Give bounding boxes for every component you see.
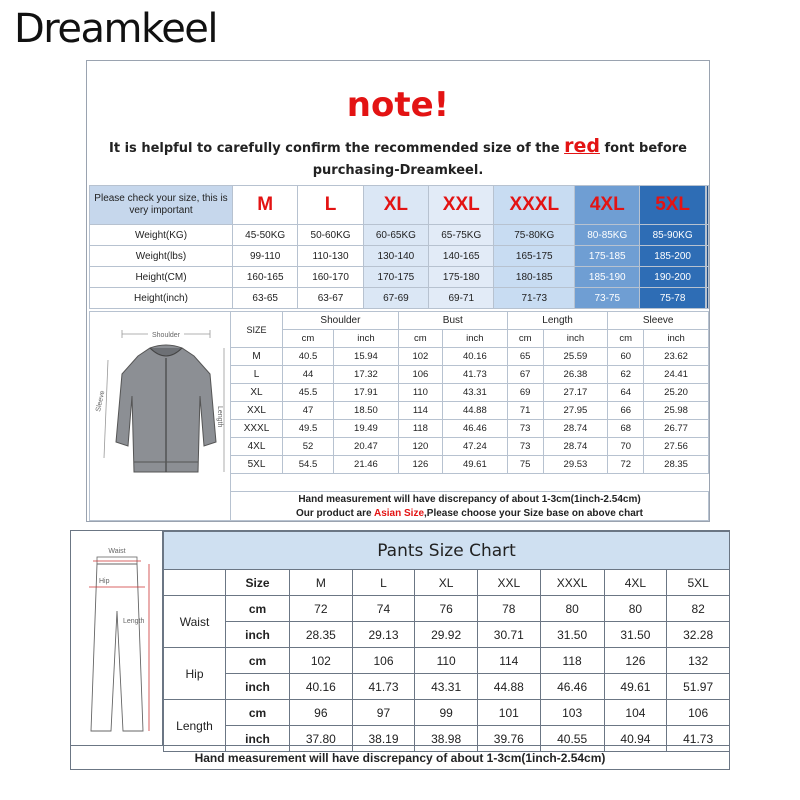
pants-group-label: Waist — [164, 596, 226, 648]
jacket-row — [231, 456, 709, 474]
pants-value-cell: 40.16 — [290, 674, 353, 700]
jacket-size-cell: 4XL — [231, 438, 283, 456]
jacket-size-header: SIZE — [231, 312, 283, 348]
jacket-value-cell: 25.98 — [644, 402, 709, 420]
jacket-size-cell: XL — [231, 384, 283, 402]
size-value-cell: 175-180 — [429, 267, 494, 288]
jacket-value-cell: 114 — [398, 402, 442, 420]
pants-measurement-table — [163, 531, 730, 752]
jacket-unit-header: inch — [644, 330, 709, 348]
note-advice — [107, 135, 689, 182]
pants-value-cell: 97 — [352, 700, 415, 726]
jacket-value-cell: 21.46 — [334, 456, 399, 474]
jacket-group-header: Shoulder — [283, 312, 399, 330]
pants-size-row — [164, 570, 730, 596]
jacket-value-cell: 73 — [507, 420, 543, 438]
pants-value-cell: 96 — [290, 700, 353, 726]
pants-value-cell: 38.98 — [415, 726, 478, 752]
size-value-cell: 190-200 — [640, 267, 705, 288]
pants-unit-cell: inch — [226, 726, 290, 752]
size-value-cell: 73-75 — [575, 288, 640, 309]
jacket-value-cell: 71 — [507, 402, 543, 420]
jacket-row — [231, 384, 709, 402]
jacket-value-cell: 47 — [283, 402, 334, 420]
jacket-value-cell: 18.50 — [334, 402, 399, 420]
jacket-diagram — [89, 311, 231, 521]
jacket-value-cell: 27.95 — [543, 402, 608, 420]
size-header-cell: XXXL — [494, 186, 575, 225]
advice-line2: purchasing-Dreamkeel. — [312, 163, 484, 178]
pants-value-cell: 80 — [540, 596, 604, 622]
jacket-value-cell: 52 — [283, 438, 334, 456]
jacket-value-cell: 28.74 — [543, 420, 608, 438]
size-value-cell: 71-73 — [494, 288, 575, 309]
size-header-row — [90, 186, 709, 225]
jacket-value-cell: 28.74 — [543, 438, 608, 456]
size-header-cell: 4XL — [575, 186, 640, 225]
jacket-group-header: Bust — [398, 312, 507, 330]
jacket-value-cell: 62 — [608, 366, 644, 384]
jacket-value-cell: 25.59 — [543, 348, 608, 366]
jacket-value-cell: 19.49 — [334, 420, 399, 438]
brand-logo: Dreamkeel — [14, 6, 218, 52]
jacket-footnote — [230, 491, 709, 521]
pants-size-header: L — [352, 570, 415, 596]
pants-value-cell: 49.61 — [604, 674, 667, 700]
jacket-value-cell: 66 — [608, 402, 644, 420]
size-value-cell: 75-78 — [640, 288, 705, 309]
size-value-cell: 110-130 — [298, 246, 363, 267]
pants-value-cell: 41.73 — [667, 726, 730, 752]
jacket-value-cell: 49.5 — [283, 420, 334, 438]
jacket-size-cell: M — [231, 348, 283, 366]
pants-blank-cell — [164, 570, 226, 596]
jacket-footnote-line2: Our product are Asian Size,Please choose your Size base on above chart — [296, 508, 643, 519]
pants-group-label: Length — [164, 700, 226, 752]
size-value-cell: 160-165 — [233, 267, 298, 288]
size-value-cell: 60-65KG — [363, 225, 428, 246]
jacket-value-cell: 64 — [608, 384, 644, 402]
jacket-unit-row — [231, 330, 709, 348]
jacket-size-cell: L — [231, 366, 283, 384]
pants-value-cell: 106 — [352, 648, 415, 674]
size-value-cell: 63-67 — [298, 288, 363, 309]
pants-value-cell: 104 — [604, 700, 667, 726]
pants-value-cell: 82 — [667, 596, 730, 622]
size-value-cell — [707, 288, 709, 309]
size-header-cell: XXL — [429, 186, 494, 225]
jacket-value-cell: 73 — [507, 438, 543, 456]
jacket-value-cell: 17.91 — [334, 384, 399, 402]
size-header-cell: M — [233, 186, 298, 225]
diagram-pants-length-label: Length — [123, 618, 145, 625]
size-header-cell: 5XL — [640, 186, 705, 225]
size-value-cell: 160-170 — [298, 267, 363, 288]
jacket-unit-header: inch — [442, 330, 507, 348]
pants-row — [164, 596, 730, 622]
size-value-cell: 170-175 — [363, 267, 428, 288]
size-value-cell: 65-75KG — [429, 225, 494, 246]
diagram-sleeve-label: Sleeve — [95, 390, 107, 413]
jacket-value-cell: 70 — [608, 438, 644, 456]
jacket-value-cell: 54.5 — [283, 456, 334, 474]
jacket-value-cell: 29.53 — [543, 456, 608, 474]
size-header-cell: XL — [363, 186, 428, 225]
jacket-unit-header: inch — [334, 330, 399, 348]
advice-red-word: red — [564, 135, 600, 157]
pants-size-label: Size — [226, 570, 290, 596]
pants-title-row — [164, 532, 730, 570]
pants-unit-cell: cm — [226, 648, 290, 674]
pants-row — [164, 674, 730, 700]
size-header-cell: L — [298, 186, 363, 225]
pants-value-cell: 30.71 — [477, 622, 540, 648]
size-row-label: Height(CM) — [90, 267, 233, 288]
pants-size-header: XXL — [477, 570, 540, 596]
size-value-cell — [707, 246, 709, 267]
jacket-measurement-table — [230, 311, 709, 474]
pants-unit-cell: cm — [226, 700, 290, 726]
jacket-group-row — [231, 312, 709, 330]
jacket-value-cell: 15.94 — [334, 348, 399, 366]
pants-value-cell: 126 — [604, 648, 667, 674]
size-value-cell: 85-90KG — [640, 225, 705, 246]
pants-value-cell: 51.97 — [667, 674, 730, 700]
jacket-value-cell: 27.17 — [543, 384, 608, 402]
jacket-value-cell: 17.32 — [334, 366, 399, 384]
pants-value-cell: 31.50 — [540, 622, 604, 648]
jacket-size-cell: XXXL — [231, 420, 283, 438]
pants-value-cell: 44.88 — [477, 674, 540, 700]
pants-value-cell: 31.50 — [604, 622, 667, 648]
diagram-hip-label: Hip — [99, 578, 110, 585]
pants-value-cell: 118 — [540, 648, 604, 674]
pants-value-cell: 106 — [667, 700, 730, 726]
pants-size-header: 5XL — [667, 570, 730, 596]
size-row — [90, 288, 709, 309]
recommended-size-table — [89, 185, 709, 309]
jacket-group-header: Length — [507, 312, 608, 330]
jacket-value-cell: 24.41 — [644, 366, 709, 384]
jacket-value-cell: 25.20 — [644, 384, 709, 402]
diagram-waist-label: Waist — [108, 548, 126, 555]
jacket-value-cell: 102 — [398, 348, 442, 366]
jacket-value-cell: 43.31 — [442, 384, 507, 402]
jacket-size-cell: 5XL — [231, 456, 283, 474]
size-row-label: Weight(lbs) — [90, 246, 233, 267]
jacket-value-cell: 75 — [507, 456, 543, 474]
pants-value-cell: 29.92 — [415, 622, 478, 648]
jacket-size-cell: XXL — [231, 402, 283, 420]
size-row — [90, 267, 709, 288]
jacket-value-cell: 26.77 — [644, 420, 709, 438]
pants-unit-cell: cm — [226, 596, 290, 622]
jacket-value-cell: 44.88 — [442, 402, 507, 420]
pants-value-cell: 110 — [415, 648, 478, 674]
pants-size-card — [70, 530, 730, 770]
jacket-row — [231, 438, 709, 456]
pants-size-header: XXXL — [540, 570, 604, 596]
jacket-value-cell: 40.5 — [283, 348, 334, 366]
jacket-footnote-line1: Hand measurement will have discrepancy of about 1-3cm(1inch-2.54cm) — [298, 494, 641, 505]
jacket-value-cell: 120 — [398, 438, 442, 456]
jacket-value-cell: 26.38 — [543, 366, 608, 384]
jacket-value-cell: 44 — [283, 366, 334, 384]
size-header-cell — [707, 186, 709, 225]
jacket-value-cell: 41.73 — [442, 366, 507, 384]
pants-value-cell: 78 — [477, 596, 540, 622]
jacket-value-cell: 69 — [507, 384, 543, 402]
pants-value-cell: 102 — [290, 648, 353, 674]
jacket-value-cell: 28.35 — [644, 456, 709, 474]
jacket-value-cell: 49.61 — [442, 456, 507, 474]
jacket-value-cell: 27.56 — [644, 438, 709, 456]
pants-row — [164, 622, 730, 648]
asian-size-highlight: Asian Size — [373, 508, 425, 519]
size-value-cell: 63-65 — [233, 288, 298, 309]
jacket-value-cell: 72 — [608, 456, 644, 474]
pants-value-cell: 101 — [477, 700, 540, 726]
advice-text-after: font before — [599, 141, 687, 156]
size-value-cell: 75-80KG — [494, 225, 575, 246]
pants-value-cell: 76 — [415, 596, 478, 622]
jacket-icon — [90, 312, 230, 520]
size-value-cell: 69-71 — [429, 288, 494, 309]
jacket-value-cell: 60 — [608, 348, 644, 366]
pants-icon — [71, 531, 163, 745]
jacket-value-cell: 47.24 — [442, 438, 507, 456]
jacket-row — [231, 420, 709, 438]
size-row-label: Height(inch) — [90, 288, 233, 309]
pants-diagram — [71, 531, 163, 745]
jacket-unit-header: cm — [507, 330, 543, 348]
jacket-value-cell: 126 — [398, 456, 442, 474]
jacket-value-cell: 118 — [398, 420, 442, 438]
pants-value-cell: 29.13 — [352, 622, 415, 648]
size-header-label: Please check your size, this is very important — [90, 186, 233, 225]
size-value-cell: 185-190 — [575, 267, 640, 288]
jacket-value-cell: 65 — [507, 348, 543, 366]
jacket-value-cell: 40.16 — [442, 348, 507, 366]
jacket-unit-header: cm — [398, 330, 442, 348]
pants-value-cell: 132 — [667, 648, 730, 674]
jacket-row — [231, 366, 709, 384]
jacket-size-card — [86, 60, 710, 522]
pants-value-cell: 40.55 — [540, 726, 604, 752]
size-value-cell: 99-110 — [233, 246, 298, 267]
pants-value-cell: 74 — [352, 596, 415, 622]
size-value-cell: 50-60KG — [298, 225, 363, 246]
pants-row — [164, 648, 730, 674]
size-row — [90, 246, 709, 267]
size-value-cell — [707, 225, 709, 246]
pants-value-cell: 103 — [540, 700, 604, 726]
jacket-row — [231, 402, 709, 420]
note-title: note! — [346, 85, 450, 125]
pants-value-cell: 46.46 — [540, 674, 604, 700]
pants-size-header: 4XL — [604, 570, 667, 596]
jacket-unit-header: inch — [543, 330, 608, 348]
pants-group-label: Hip — [164, 648, 226, 700]
pants-value-cell: 80 — [604, 596, 667, 622]
pants-size-header: XL — [415, 570, 478, 596]
pants-value-cell: 37.80 — [290, 726, 353, 752]
pants-title: Pants Size Chart — [164, 532, 730, 570]
pants-value-cell: 72 — [290, 596, 353, 622]
diagram-length-label: Length — [216, 406, 223, 428]
pants-value-cell: 38.19 — [352, 726, 415, 752]
size-value-cell: 140-165 — [429, 246, 494, 267]
jacket-value-cell: 67 — [507, 366, 543, 384]
pants-footnote: Hand measurement will have discrepancy of about 1-3cm(1inch-2.54cm) — [71, 745, 729, 769]
advice-text-before: It is helpful to carefully confirm the recommended size of the — [109, 141, 565, 156]
jacket-value-cell: 106 — [398, 366, 442, 384]
jacket-value-cell: 23.62 — [644, 348, 709, 366]
size-value-cell: 45-50KG — [233, 225, 298, 246]
size-value-cell: 185-200 — [640, 246, 705, 267]
jacket-value-cell: 46.46 — [442, 420, 507, 438]
jacket-value-cell: 110 — [398, 384, 442, 402]
jacket-unit-header: cm — [283, 330, 334, 348]
pants-value-cell: 43.31 — [415, 674, 478, 700]
size-row — [90, 225, 709, 246]
pants-value-cell: 40.94 — [604, 726, 667, 752]
pants-unit-cell: inch — [226, 622, 290, 648]
size-value-cell — [707, 267, 709, 288]
pants-size-header: M — [290, 570, 353, 596]
jacket-value-cell: 20.47 — [334, 438, 399, 456]
size-row-label: Weight(KG) — [90, 225, 233, 246]
size-value-cell: 175-185 — [575, 246, 640, 267]
size-value-cell: 67-69 — [363, 288, 428, 309]
pants-value-cell: 114 — [477, 648, 540, 674]
size-value-cell: 130-140 — [363, 246, 428, 267]
size-value-cell: 165-175 — [494, 246, 575, 267]
pants-value-cell: 41.73 — [352, 674, 415, 700]
pants-row — [164, 700, 730, 726]
jacket-group-header: Sleeve — [608, 312, 709, 330]
jacket-unit-header: cm — [608, 330, 644, 348]
pants-value-cell: 32.28 — [667, 622, 730, 648]
jacket-value-cell: 68 — [608, 420, 644, 438]
jacket-row — [231, 348, 709, 366]
size-value-cell: 180-185 — [494, 267, 575, 288]
diagram-shoulder-label: Shoulder — [151, 332, 181, 339]
pants-value-cell: 28.35 — [290, 622, 353, 648]
size-value-cell: 80-85KG — [575, 225, 640, 246]
pants-value-cell: 39.76 — [477, 726, 540, 752]
pants-unit-cell: inch — [226, 674, 290, 700]
pants-value-cell: 99 — [415, 700, 478, 726]
jacket-value-cell: 45.5 — [283, 384, 334, 402]
